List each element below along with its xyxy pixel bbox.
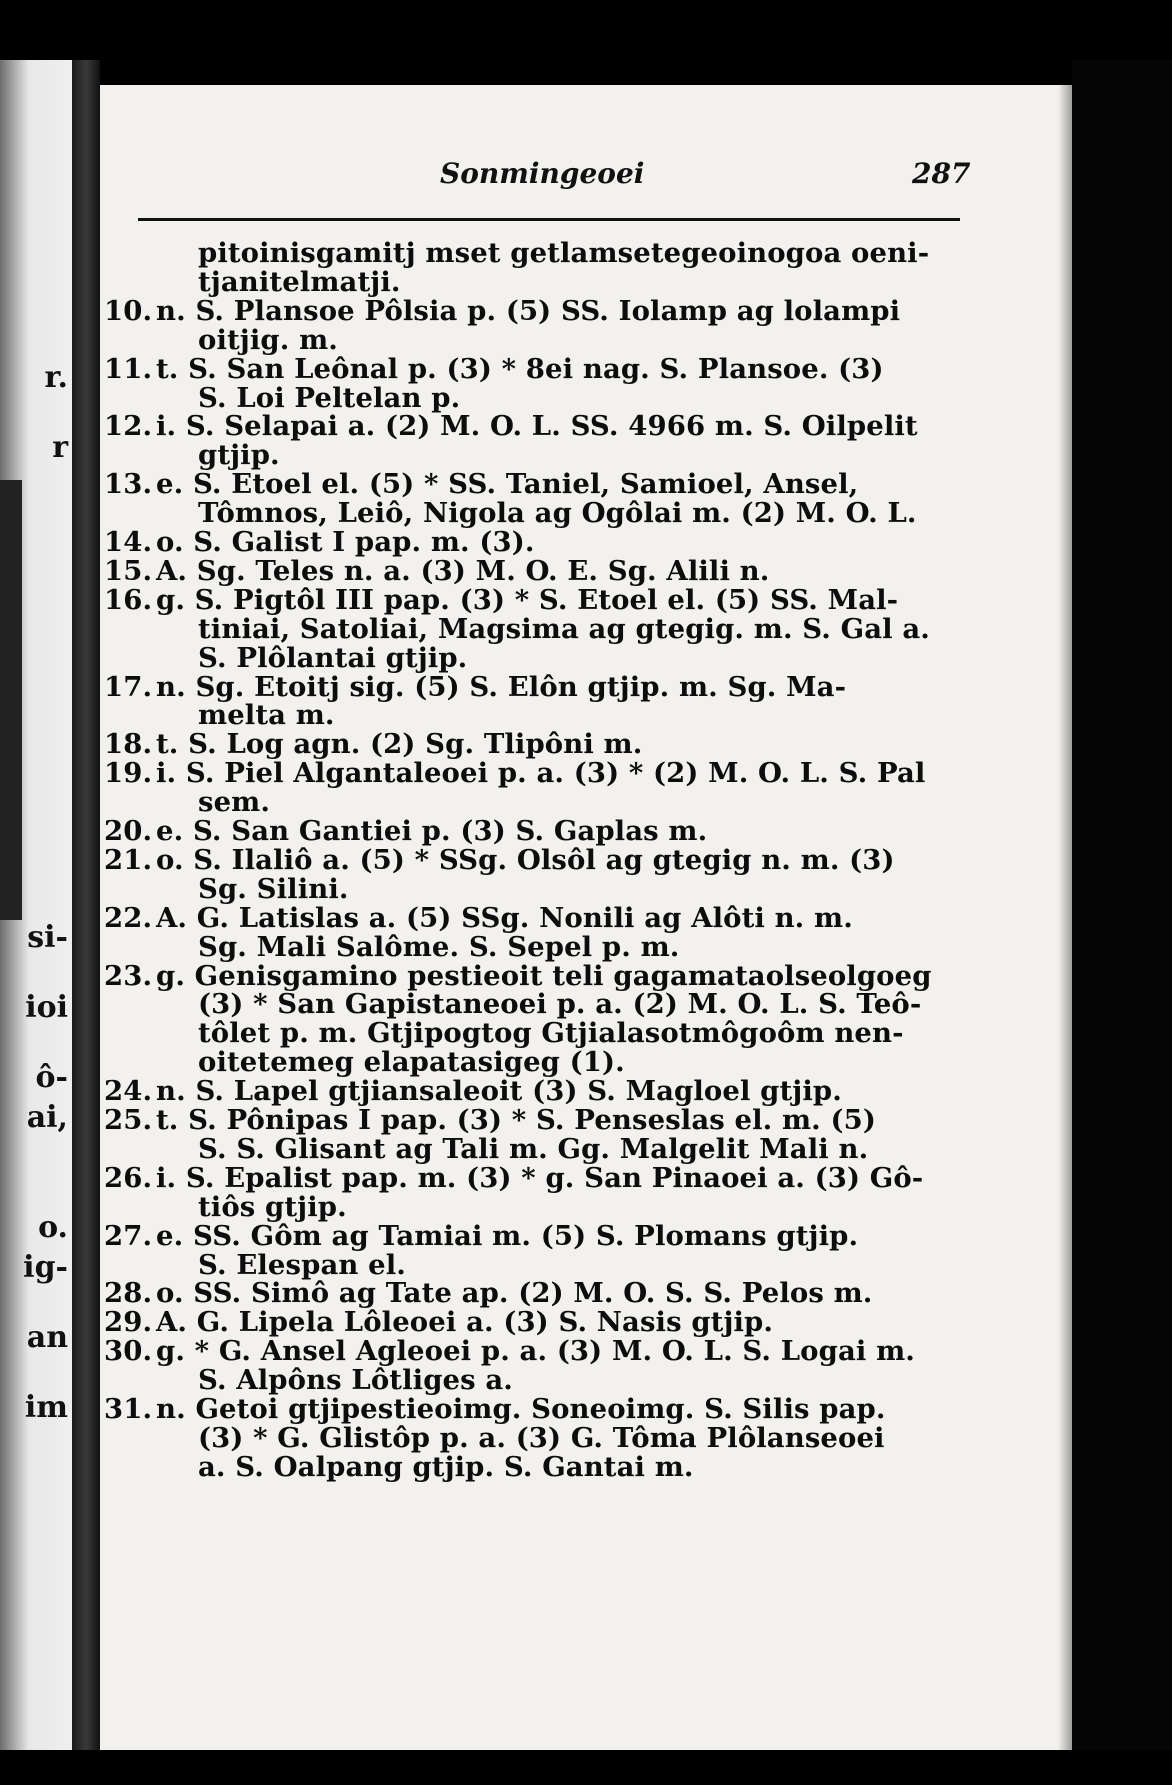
continuation-text: melta m. <box>198 699 335 732</box>
entry-text: e. SS. Gôm ag Tamiai m. (5) S. Plomans gtjip. <box>156 1219 859 1252</box>
entry-number: 15. <box>104 554 153 587</box>
page-number: 287 <box>912 157 971 190</box>
entry-text: i. S. Piel Algantaleoei p. a. (3) * (2) M. O. L. S. Pal <box>156 757 926 790</box>
facing-page-fragment: im <box>24 1390 68 1425</box>
facing-page-fragment: ô- <box>35 1060 68 1095</box>
entry-text: e. S. San Gantiei p. (3) S. Gaplas m. <box>156 815 708 847</box>
continuation-text: oitjig. m. <box>198 323 338 356</box>
continuation-text: tiniai, Satoliai, Magsima ag gtegig. m. S. Gal a. <box>198 612 930 645</box>
entry-number: 26. <box>104 1161 153 1194</box>
entry-number: 31. <box>104 1393 153 1425</box>
entry-number: 12. <box>104 410 153 443</box>
entry-text: n. S. Plansoe Pôlsia p. (5) SS. Iolamp ag lolampi <box>156 294 901 327</box>
facing-page-fragment: o. <box>38 1210 68 1245</box>
entry-text: g. * G. Ansel Agleoei p. a. (3) M. O. L. S. Logai m. <box>156 1335 915 1368</box>
book-page <box>100 85 1072 1750</box>
header-rule <box>138 218 960 221</box>
entry-number: 17. <box>104 670 153 703</box>
entry-text: n. Sg. Etoitj sig. (5) S. Elôn gtjip. m. Sg. Ma- <box>156 670 847 703</box>
entry-number: 14. <box>104 526 153 558</box>
dark-margin <box>1072 60 1172 1750</box>
continuation-text: S. Plôlantai gtjip. <box>198 641 468 674</box>
entry-number: 16. <box>104 583 153 616</box>
continuation-text: S. Alpôns Lôtliges a. <box>198 1364 513 1397</box>
entry-number: 25. <box>104 1104 153 1136</box>
entry-number: 28. <box>104 1277 153 1310</box>
entry-number: 27. <box>104 1219 153 1252</box>
entry-text: i. S. Epalist pap. m. (3) * g. San Pinaoei a. (3) Gô- <box>156 1161 924 1194</box>
continuation-text: (3) * San Gapistaneoei p. a. (2) M. O. L. S. Teô- <box>198 988 922 1021</box>
entry-text: i. S. Selapai a. (2) M. O. L. SS. 4966 m. S. Oilpelit <box>156 410 918 443</box>
entry-text: o. S. Ilaliô a. (5) * SSg. Olsôl ag gtegig n. m. (3) <box>156 843 895 876</box>
continuation-text: tjanitelmatji. <box>198 265 401 298</box>
entry-text: g. Genisgamino pestieoit teli gagamataolseolgoeg <box>156 959 932 992</box>
entry-text: e. S. Etoel el. (5) * SS. Taniel, Samioel, Ansel, <box>156 468 859 501</box>
continuation-text: (3) * G. Glistôp p. a. (3) G. Tôma Plôlanseoei <box>198 1421 885 1454</box>
entry-number: 11. <box>104 352 153 385</box>
facing-page-fragment: ai, <box>26 1100 68 1135</box>
facing-page-fragment: r. <box>44 360 68 395</box>
facing-page-fragment: ig- <box>23 1250 68 1285</box>
entry-number: 29. <box>104 1306 153 1339</box>
entry-number: 19. <box>104 757 153 790</box>
continuation-text: S. Loi Peltelan p. <box>198 381 461 414</box>
entry-number: 22. <box>104 901 153 934</box>
continuation-text: Sg. Silini. <box>198 872 349 905</box>
continuation-text: S. S. Glisant ag Tali m. Gg. Malgelit Mali n. <box>198 1132 869 1165</box>
continuation-text: tôlet p. m. Gtjipogtog Gtjialasotmôgoôm nen- <box>198 1017 904 1050</box>
continuation-text: Sg. Mali Salôme. S. Sepel p. m. <box>198 930 680 963</box>
continuation-text: Tômnos, Leiô, Nigola ag Ogôlai m. (2) M. O. L. <box>198 497 917 530</box>
entry-number: 21. <box>104 843 153 876</box>
running-title: Sonmingeoei <box>440 157 645 190</box>
continuation-text: oitetemeg elapatasigeg (1). <box>198 1046 625 1079</box>
facing-page-fragment: an <box>26 1320 68 1355</box>
entry-text: o. S. Galist I pap. m. (3). <box>156 526 535 558</box>
entry-number: 13. <box>104 468 153 501</box>
entry-text: o. SS. Simô ag Tate ap. (2) M. O. S. S. Pelos m. <box>156 1277 873 1310</box>
entry-text: n. Getoi gtjipestieoimg. Soneoimg. S. Silis pap. <box>156 1393 886 1425</box>
facing-page-fragment: ioi <box>25 990 68 1025</box>
entry-number: 23. <box>104 959 153 992</box>
entry-number: 10. <box>104 294 153 327</box>
facing-page-fragment: r <box>52 430 68 465</box>
continuation-text: pitoinisgamitj mset getlamsetegeoinogoa oeni- <box>198 237 930 269</box>
continuation-text: tiôs gtjip. <box>198 1190 347 1223</box>
continuation-text: a. S. Oalpang gtjip. S. Gantai m. <box>198 1450 694 1483</box>
entry-text: A. G. Latislas a. (5) SSg. Nonili ag Alôti n. m. <box>156 901 853 934</box>
entry-text: t. S. Pônipas I pap. (3) * S. Penseslas el. m. (5) <box>156 1104 876 1136</box>
facing-page-text-fragments <box>0 60 72 1750</box>
entry-number: 30. <box>104 1335 153 1368</box>
entry-text: g. S. Pigtôl III pap. (3) * S. Etoel el. (5) SS. Mal- <box>156 583 899 616</box>
entry-text: n. S. Lapel gtjiansaleoit (3) S. Magloel gtjip. <box>156 1075 842 1108</box>
entry-text: A. Sg. Teles n. a. (3) M. O. E. Sg. Alili n. <box>156 554 770 587</box>
continuation-text: S. Elespan el. <box>198 1248 406 1281</box>
continuation-text: gtjip. <box>198 439 280 472</box>
entry-number: 18. <box>104 728 153 761</box>
book-spine <box>72 60 100 1750</box>
facing-page-fragment: si- <box>27 920 68 955</box>
entry-text: A. G. Lipela Lôleoei a. (3) S. Nasis gtjip. <box>156 1306 774 1339</box>
continuation-text: sem. <box>198 786 271 819</box>
entry-number: 20. <box>104 815 153 847</box>
entry-text: t. S. San Leônal p. (3) * 8ei nag. S. Plansoe. (3) <box>156 352 884 385</box>
facing-page-edge <box>0 60 72 1750</box>
entry-text: t. S. Log agn. (2) Sg. Tlipôni m. <box>156 728 643 761</box>
entry-number: 24. <box>104 1075 153 1108</box>
